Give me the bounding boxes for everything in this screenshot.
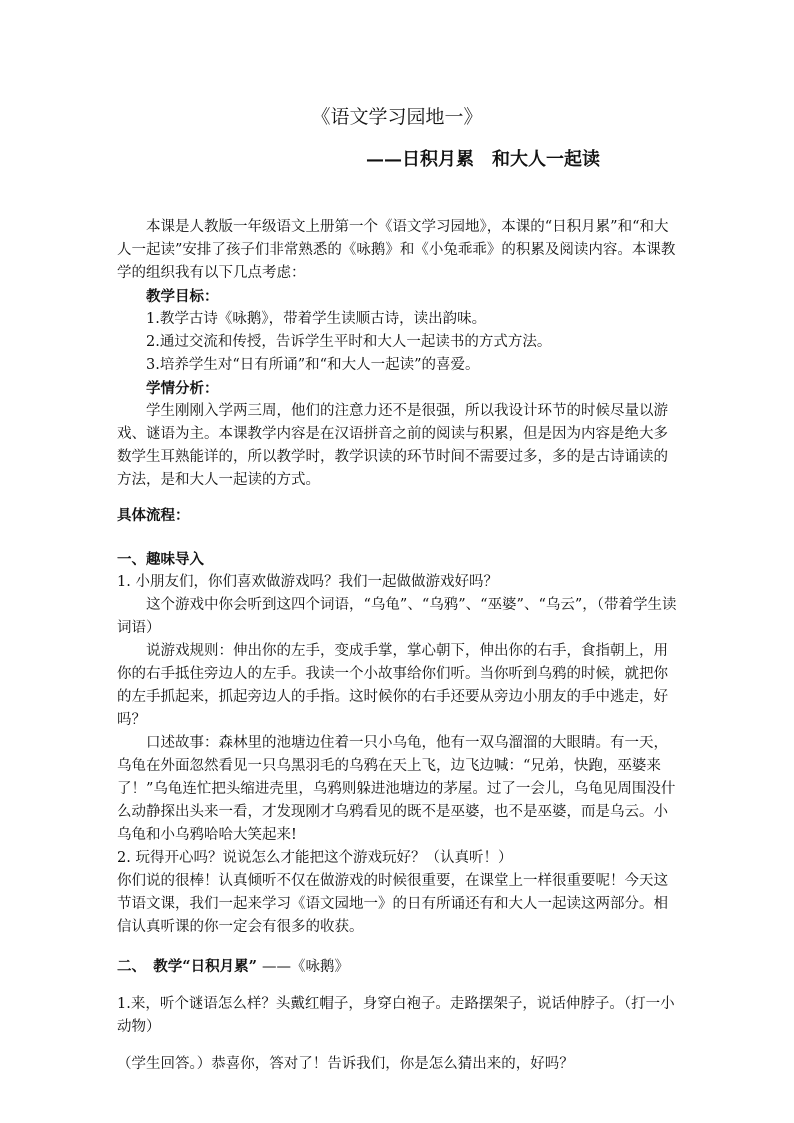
section1-closing-paragraph: 你们说的很棒！认真倾听不仅在做游戏的时候很重要，在课堂上一样很重要呢！今天这节语文课，我们一起来学习《语文园地一》的日有所诵还有和大人一起读这两部分。相信认真听课的你一定会有很多的收获。 <box>117 873 668 935</box>
analysis-paragraph: 学生刚刚入学两三周，他们的注意力还不是很强，所以我设计环节的时候尽量以游戏、谜语为主。本课教学内容是在汉语拼音之前的阅读与积累，但是因为内容是绝大多数学生耳熟能详的，所以教学时，教学识读的环节时间不需要过多，多的是古诗诵读的方法，是和大人一起读的方式。 <box>117 403 668 488</box>
analysis-label: 学情分析： <box>146 380 219 397</box>
page-subtitle: ——日积月累 和大人一起读 <box>366 149 600 170</box>
goals-label: 教学目标： <box>146 288 219 305</box>
section2-answer-paragraph: （学生回答。）恭喜你，答对了！告诉我们，你是怎么猜出来的，好吗？ <box>117 1056 574 1072</box>
goal-item: 2.通过交流和传授，告诉学生平时和大人一起读书的方式方法。 <box>146 334 552 350</box>
document-body <box>117 216 677 1076</box>
section2-heading-label: 二、 教学“日积月累” <box>117 958 257 975</box>
section1-question-2: 2. 玩得开心吗？说说怎么才能把这个游戏玩好？（认真听！） <box>117 850 513 866</box>
section1-story-paragraph: 口述故事：森林里的池塘边住着一只小乌龟，他有一双乌溜溜的大眼睛。有一天，乌龟在外面忽然看见一只乌黑羽毛的乌鸦在天上飞，边飞边喊：“兄弟，快跑，巫婆来了！”乌龟连忙把头缩进壳里，乌鸦则躲进池塘边的茅屋。过了一会儿，乌龟见周围没什么动静探出头来一看，才发现刚才乌鸦看见的既不是巫婆，也不是巫婆，而是乌云。小乌龟和小乌鸦哈哈大笑起来! <box>117 735 676 843</box>
section1-question-1: 1. 小朋友们，你们喜欢做游戏吗？我们一起做做游戏好吗？ <box>117 574 498 590</box>
section1-heading: 一、趣味导入 <box>117 551 204 568</box>
goal-item: 3.培养学生对“日有所诵”和“和大人一起读”的喜爱。 <box>146 357 480 373</box>
section1-paragraph: 这个游戏中你会听到这四个词语，“乌龟”、“乌鸦”、“巫婆”、“乌云”，（带着学生读词语） <box>117 597 677 636</box>
section1-rules-paragraph: 说游戏规则：伸出你的左手，变成手掌，掌心朝下，伸出你的右手，食指朝上，用你的右手抵住旁边人的左手。我读一个小故事给你们听。当你听到乌鸦的时候，就把你的左手抓起来，抓起旁边人的手指。这时候你的右手还要从旁边小朋友的手中逃走，好吗？ <box>117 643 668 728</box>
flow-heading: 具体流程： <box>117 507 190 524</box>
section2-heading-tail: ——《咏鹅》 <box>262 959 349 975</box>
goal-item: 1.教学古诗《咏鹅》，带着学生读顺古诗，读出韵味。 <box>146 311 487 327</box>
section2-riddle-paragraph: 1.来，听个谜语怎么样？头戴红帽子，身穿白袍子。走路摆架子，说话伸脖子。（打一小动物） <box>117 996 675 1035</box>
page-title: 《语文学习园地一》 <box>311 106 483 128</box>
section2-heading <box>117 955 677 979</box>
intro-paragraph: 本课是人教版一年级语文上册第一个《语文学习园地》，本课的“日积月累”和“和大人一起读”安排了孩子们非常熟悉的《咏鹅》和《小兔乖乖》的积累及阅读内容。本课教学的组织我有以下几点考虑： <box>117 219 676 281</box>
